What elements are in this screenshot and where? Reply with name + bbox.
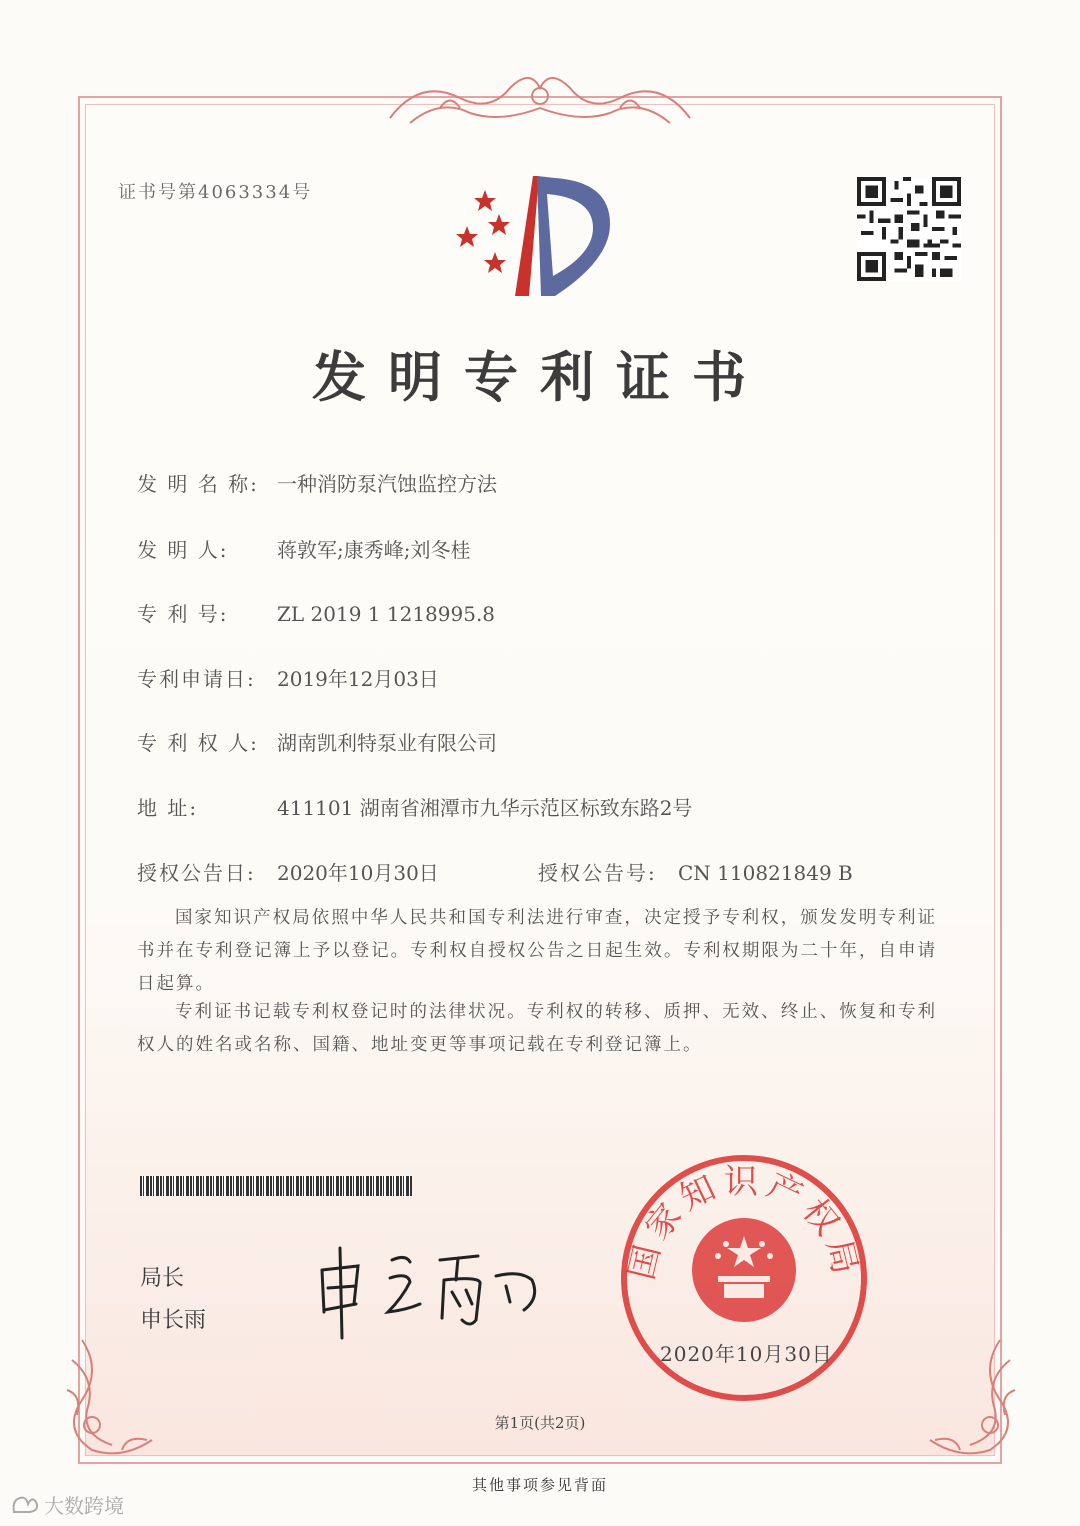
watermark bbox=[10, 1490, 124, 1519]
address-label: 地 址: bbox=[137, 796, 199, 820]
announcement-date-value: 2020年10月30日 bbox=[277, 861, 439, 885]
patentee-row bbox=[137, 727, 497, 756]
inventors-value: 蒋敦军;康秀峰;刘冬桂 bbox=[277, 538, 471, 562]
signatory-title: 局长 bbox=[140, 1266, 185, 1291]
invention-name-label: 发 明 名 称: bbox=[137, 472, 259, 496]
application-date-row bbox=[137, 663, 439, 692]
qr-code-icon bbox=[857, 177, 961, 281]
announcement-number-row bbox=[538, 857, 853, 886]
barcode bbox=[140, 1176, 412, 1196]
application-date-label: 专利申请日: bbox=[137, 667, 256, 691]
patentee-label: 专 利 权 人: bbox=[137, 731, 259, 755]
watermark-text: 大数跨境 bbox=[44, 1494, 124, 1518]
certificate-number: 证书号第4063334号 bbox=[118, 182, 313, 203]
top-ornament-icon bbox=[380, 68, 700, 130]
seal-date: 2020年10月30日 bbox=[660, 1342, 833, 1366]
application-date-value: 2019年12月03日 bbox=[277, 667, 439, 691]
corner-ornament-icon bbox=[62, 1330, 192, 1460]
announcement-number-value: CN 110821849 B bbox=[678, 861, 853, 885]
patent-number-row bbox=[137, 598, 495, 627]
invention-name-value: 一种消防泵汽蚀监控方法 bbox=[277, 472, 497, 496]
inventors-label: 发 明 人: bbox=[137, 538, 229, 562]
corner-ornament-icon bbox=[890, 1330, 1020, 1460]
page-indicator: 第1页(共2页) bbox=[494, 1414, 586, 1432]
signatory-name: 申长雨 bbox=[140, 1308, 207, 1333]
svg-text:国家知识产权局: 国家知识产权局 bbox=[621, 1162, 867, 1284]
certificate-title: 发明专利证书 bbox=[312, 345, 768, 409]
invention-name-row bbox=[137, 468, 497, 497]
signatory-block bbox=[140, 1258, 206, 1342]
address-value: 411101 湖南省湘潭市九华示范区标致东路2号 bbox=[277, 796, 693, 820]
announcement-number-label: 授权公告号: bbox=[538, 861, 657, 885]
grant-statement-paragraph: 国家知识产权局依照中华人民共和国专利法进行审查，决定授予专利权，颁发发明专利证书并在专利登记簿上予以登记。专利权自授权公告之日起生效。专利权期限为二十年，自申请日起算。 bbox=[137, 908, 937, 994]
patent-number-label: 专 利 号: bbox=[137, 602, 229, 626]
patentee-value: 湖南凯利特泵业有限公司 bbox=[277, 731, 497, 755]
handwritten-signature-icon bbox=[310, 1240, 550, 1340]
address-row bbox=[137, 792, 692, 821]
announcement-date-label: 授权公告日: bbox=[137, 861, 256, 885]
watermark-logo-icon bbox=[10, 1494, 40, 1516]
inventors-row bbox=[137, 534, 470, 563]
legal-status-paragraph: 专利证书记载专利权登记时的法律状况。专利权的转移、质押、无效、终止、恢复和专利权人的姓名或名称、国籍、地址变更等事项记载在专利登记簿上。 bbox=[137, 1002, 937, 1055]
announcement-date-row bbox=[137, 857, 439, 886]
patent-office-emblem-icon bbox=[455, 168, 625, 300]
footer-note: 其他事项参见背面 bbox=[471, 1476, 608, 1494]
patent-number-value: ZL 2019 1 1218995.8 bbox=[277, 602, 496, 626]
